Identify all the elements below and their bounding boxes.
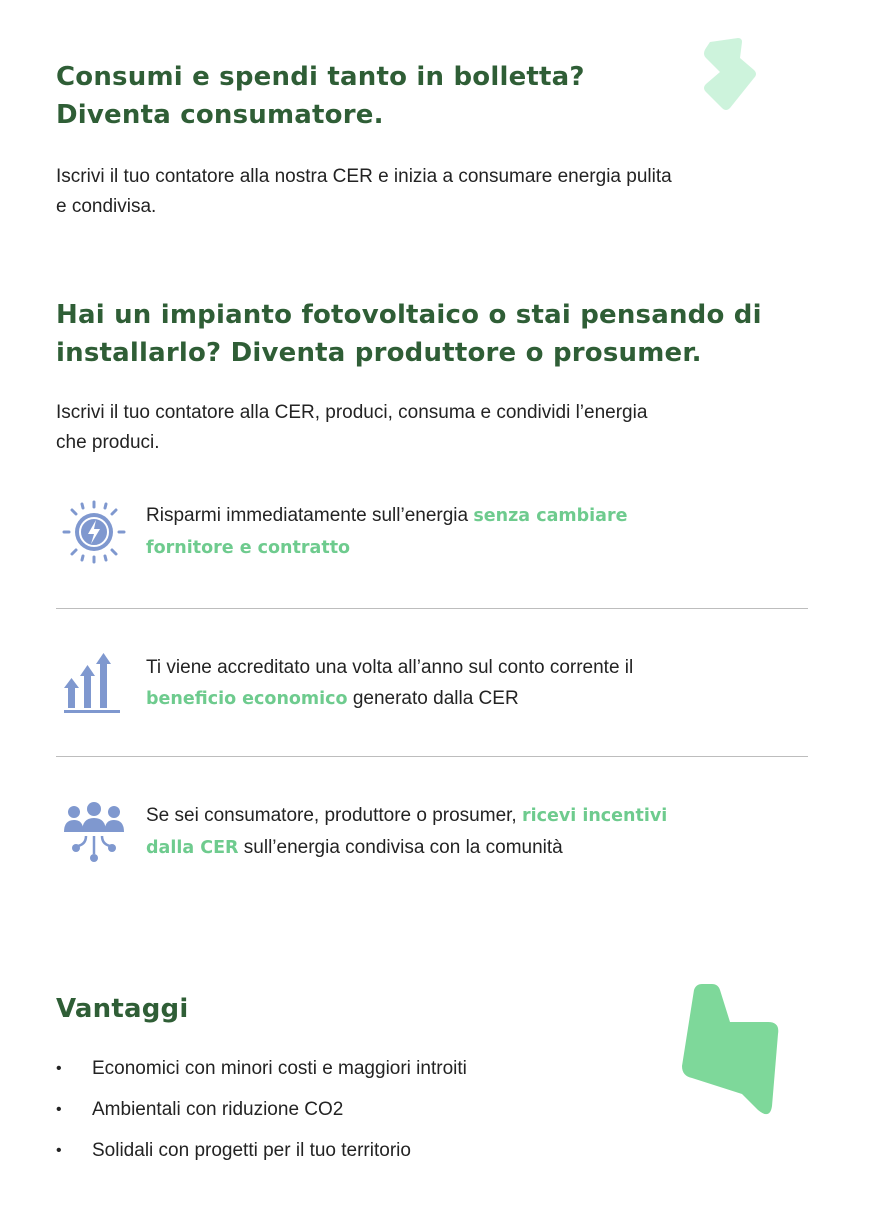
vantaggi-heading: Vantaggi bbox=[56, 994, 189, 1024]
consumer-heading: Consumi e spendi tanto in bolletta? Diventa consumatore. bbox=[56, 62, 585, 130]
sun-bolt-icon bbox=[62, 500, 126, 564]
consumer-description: Iscrivi il tuo contatore alla nostra CER e inizia a consumare energia pulita e condivisa. bbox=[56, 166, 672, 217]
list-item: • Ambientali con riduzione CO2 bbox=[56, 1099, 344, 1120]
divider bbox=[56, 608, 808, 609]
vantaggi-list bbox=[56, 1050, 467, 1173]
bolt-decoration-small-icon bbox=[700, 36, 760, 112]
growth-arrows-icon bbox=[62, 652, 126, 716]
list-item: • Solidali con progetti per il tuo territorio bbox=[56, 1140, 411, 1161]
community-network-icon bbox=[62, 800, 126, 864]
benefit-item-savings bbox=[62, 500, 822, 570]
divider bbox=[56, 756, 808, 757]
benefit-text-savings: Risparmi immediatamente sull’energia senza cambiare fornitore e contratto bbox=[146, 505, 628, 558]
benefit-item-incentives bbox=[62, 800, 822, 870]
benefit-text-economic: Ti viene accreditato una volta all’anno sul conto corrente il beneficio economico generato dalla CER bbox=[146, 657, 634, 709]
list-item: • Economici con minori costi e maggiori introiti bbox=[56, 1058, 467, 1079]
producer-description: Iscrivi il tuo contatore alla CER, produci, consuma e condividi l’energia che produci. bbox=[56, 402, 648, 453]
benefit-item-economic bbox=[62, 652, 822, 722]
producer-heading: Hai un impianto fotovoltaico o stai pensando di installarlo? Diventa produttore o prosumer. bbox=[56, 300, 762, 368]
benefit-text-incentives: Se sei consumatore, produttore o prosumer, ricevi incentivi dalla CER sull’energia condivisa con la comunità bbox=[146, 805, 668, 858]
bolt-decoration-large-icon bbox=[680, 982, 782, 1120]
